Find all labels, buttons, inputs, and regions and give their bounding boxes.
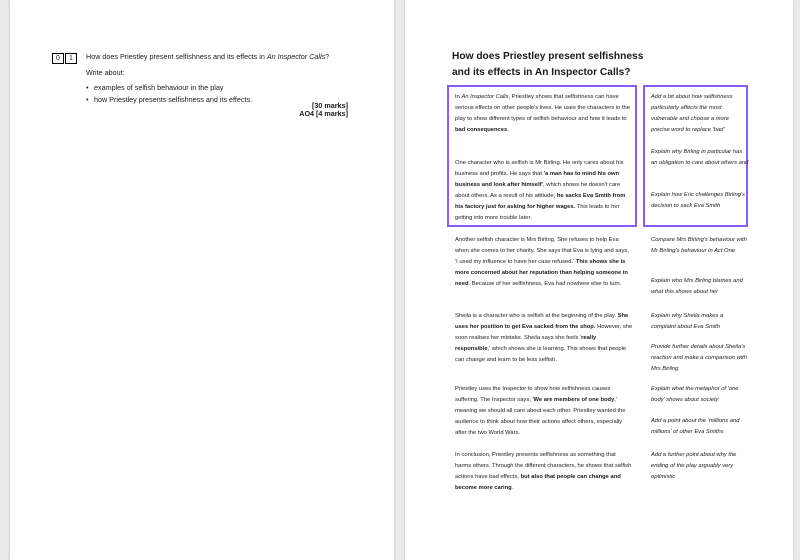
essay-text-run: . Because of her selfishness, Eva had nowhere else to turn. <box>468 281 622 287</box>
question-text: How does Priestley present selfishness and its effects in An Inspector Calls? <box>86 52 330 61</box>
feedback-comment: Add a point about the 'millions and millions' of other Eva Smiths <box>651 418 740 435</box>
essay-paragraph <box>455 450 633 494</box>
essay-text-run: , which shows he doesn't care about others. As a result of his attitude, <box>455 182 621 199</box>
feedback-comment: Provide further details about Sheila's reaction and make a comparison with Mrs Birling <box>651 344 748 372</box>
essay-text-run: 'a man has to mind his own business and look after himself' <box>455 171 620 188</box>
essay-text-run: , Priestley shows that selfishness can have serious effects on other people's lives. He uses the characters in the play to show different types of selfish behaviour and how it leads to <box>455 94 631 122</box>
essay-paragraph <box>455 384 633 439</box>
essay-text-run: bad consequences <box>455 127 508 133</box>
essay-text-run: . <box>511 485 514 491</box>
essay-text-run: . <box>507 127 509 133</box>
feedback-comment: Explain what the metaphor of 'one body' shows about society <box>651 386 739 403</box>
essay-text-run: ,' which shows she is learning. This shows that people can change and learn to be less selfish. <box>455 346 627 363</box>
feedback-comment: Explain who Mrs Birling blames and what this shows about her <box>651 278 743 295</box>
essay-text-run: ,' meaning we should all care about each other. Priestley wanted the audience to think about how their actions affect others, especially after the two World Wars. <box>455 397 626 436</box>
essay-text-run: This shows she is more concerned about her reputation than helping someone in need <box>455 259 628 287</box>
feedback-comment: Add a further point about why the ending of the play arguably very optimistic <box>651 452 737 480</box>
question-page <box>10 0 394 560</box>
essay-text-run: In conclusion, Priestley presents selfishness as something that harms others. Through the different characters, he shows that selfish actions have bad effects, <box>455 452 632 480</box>
question-bullets <box>86 82 252 106</box>
feedback-comment: Add a bit about how selfishness particularly affects the most vulnerable and choose a more precise word to replace 'bad' <box>651 94 733 133</box>
essay-paragraph <box>455 92 633 136</box>
essay-text-run: This leads to her getting into more trouble later. <box>455 204 620 221</box>
essay-text-run: In <box>455 94 462 100</box>
essay-text-run: Sheila is a character who is selfish at the beginning of the play. <box>455 313 618 319</box>
question-bullet: • how Priestley presents selfishness and its effects. <box>86 94 252 106</box>
marks-total: [30 marks] <box>312 101 348 110</box>
write-about-label: Write about: <box>86 68 125 77</box>
essay-paragraph <box>455 235 633 290</box>
essay-text-run: Priestley uses the Inspector to show how selfishness causes suffering. The Inspector says, ' <box>455 386 611 403</box>
feedback-comment: Explain why Sheila makes a complaint about Eva Smith <box>651 313 724 330</box>
essay-text-run: Another selfish character is Mrs Birling. She refuses to help Eva when she comes to her charity. She says that Eva is lying and says, 'I used my influence to have her case refused.' <box>455 237 629 265</box>
essay-title: How does Priestley present selfishness and its effects in An Inspector Calls? <box>452 51 644 78</box>
essay-text-run: One character who is selfish is Mr Birling. He only cares about his business and profits. He says that <box>455 160 624 177</box>
essay-text-run: he sacks Eva Smith from his factory just for asking for higher wages. <box>455 193 626 210</box>
question-number-digit: 0 <box>52 53 64 64</box>
essay-paragraph <box>455 158 633 224</box>
essay-page <box>405 0 793 560</box>
marks-info <box>299 102 348 118</box>
essay-text-run: really responsible <box>455 335 597 352</box>
feedback-comment: Explain why Birling in particular has an obligation to care about others and <box>651 149 749 166</box>
essay-text-run: An Inspector Calls <box>461 94 509 100</box>
essay-text-run: However, she soon realises her mistake. Sheila says she feels ' <box>455 324 633 341</box>
feedback-comment: Explain how Eric challenges Birling's decision to sack Eva Smith <box>651 192 745 209</box>
essay-text-run: but also that people can change and become more caring <box>455 474 621 491</box>
essay-text-run: She uses her position to get Eva sacked from the shop. <box>455 313 629 330</box>
essay-text-run: We are members of one body <box>533 397 615 403</box>
question-bullet: • examples of selfish behaviour in the play <box>86 82 252 94</box>
ao-marks: AO4 [4 marks] <box>299 109 348 118</box>
essay-paragraph <box>455 311 633 366</box>
question-number-digit: 1 <box>65 53 77 64</box>
feedback-comment: Compare Mrs Birling's behaviour with Mr Birling's behaviour in Act One <box>651 237 747 254</box>
question-number <box>52 53 77 64</box>
